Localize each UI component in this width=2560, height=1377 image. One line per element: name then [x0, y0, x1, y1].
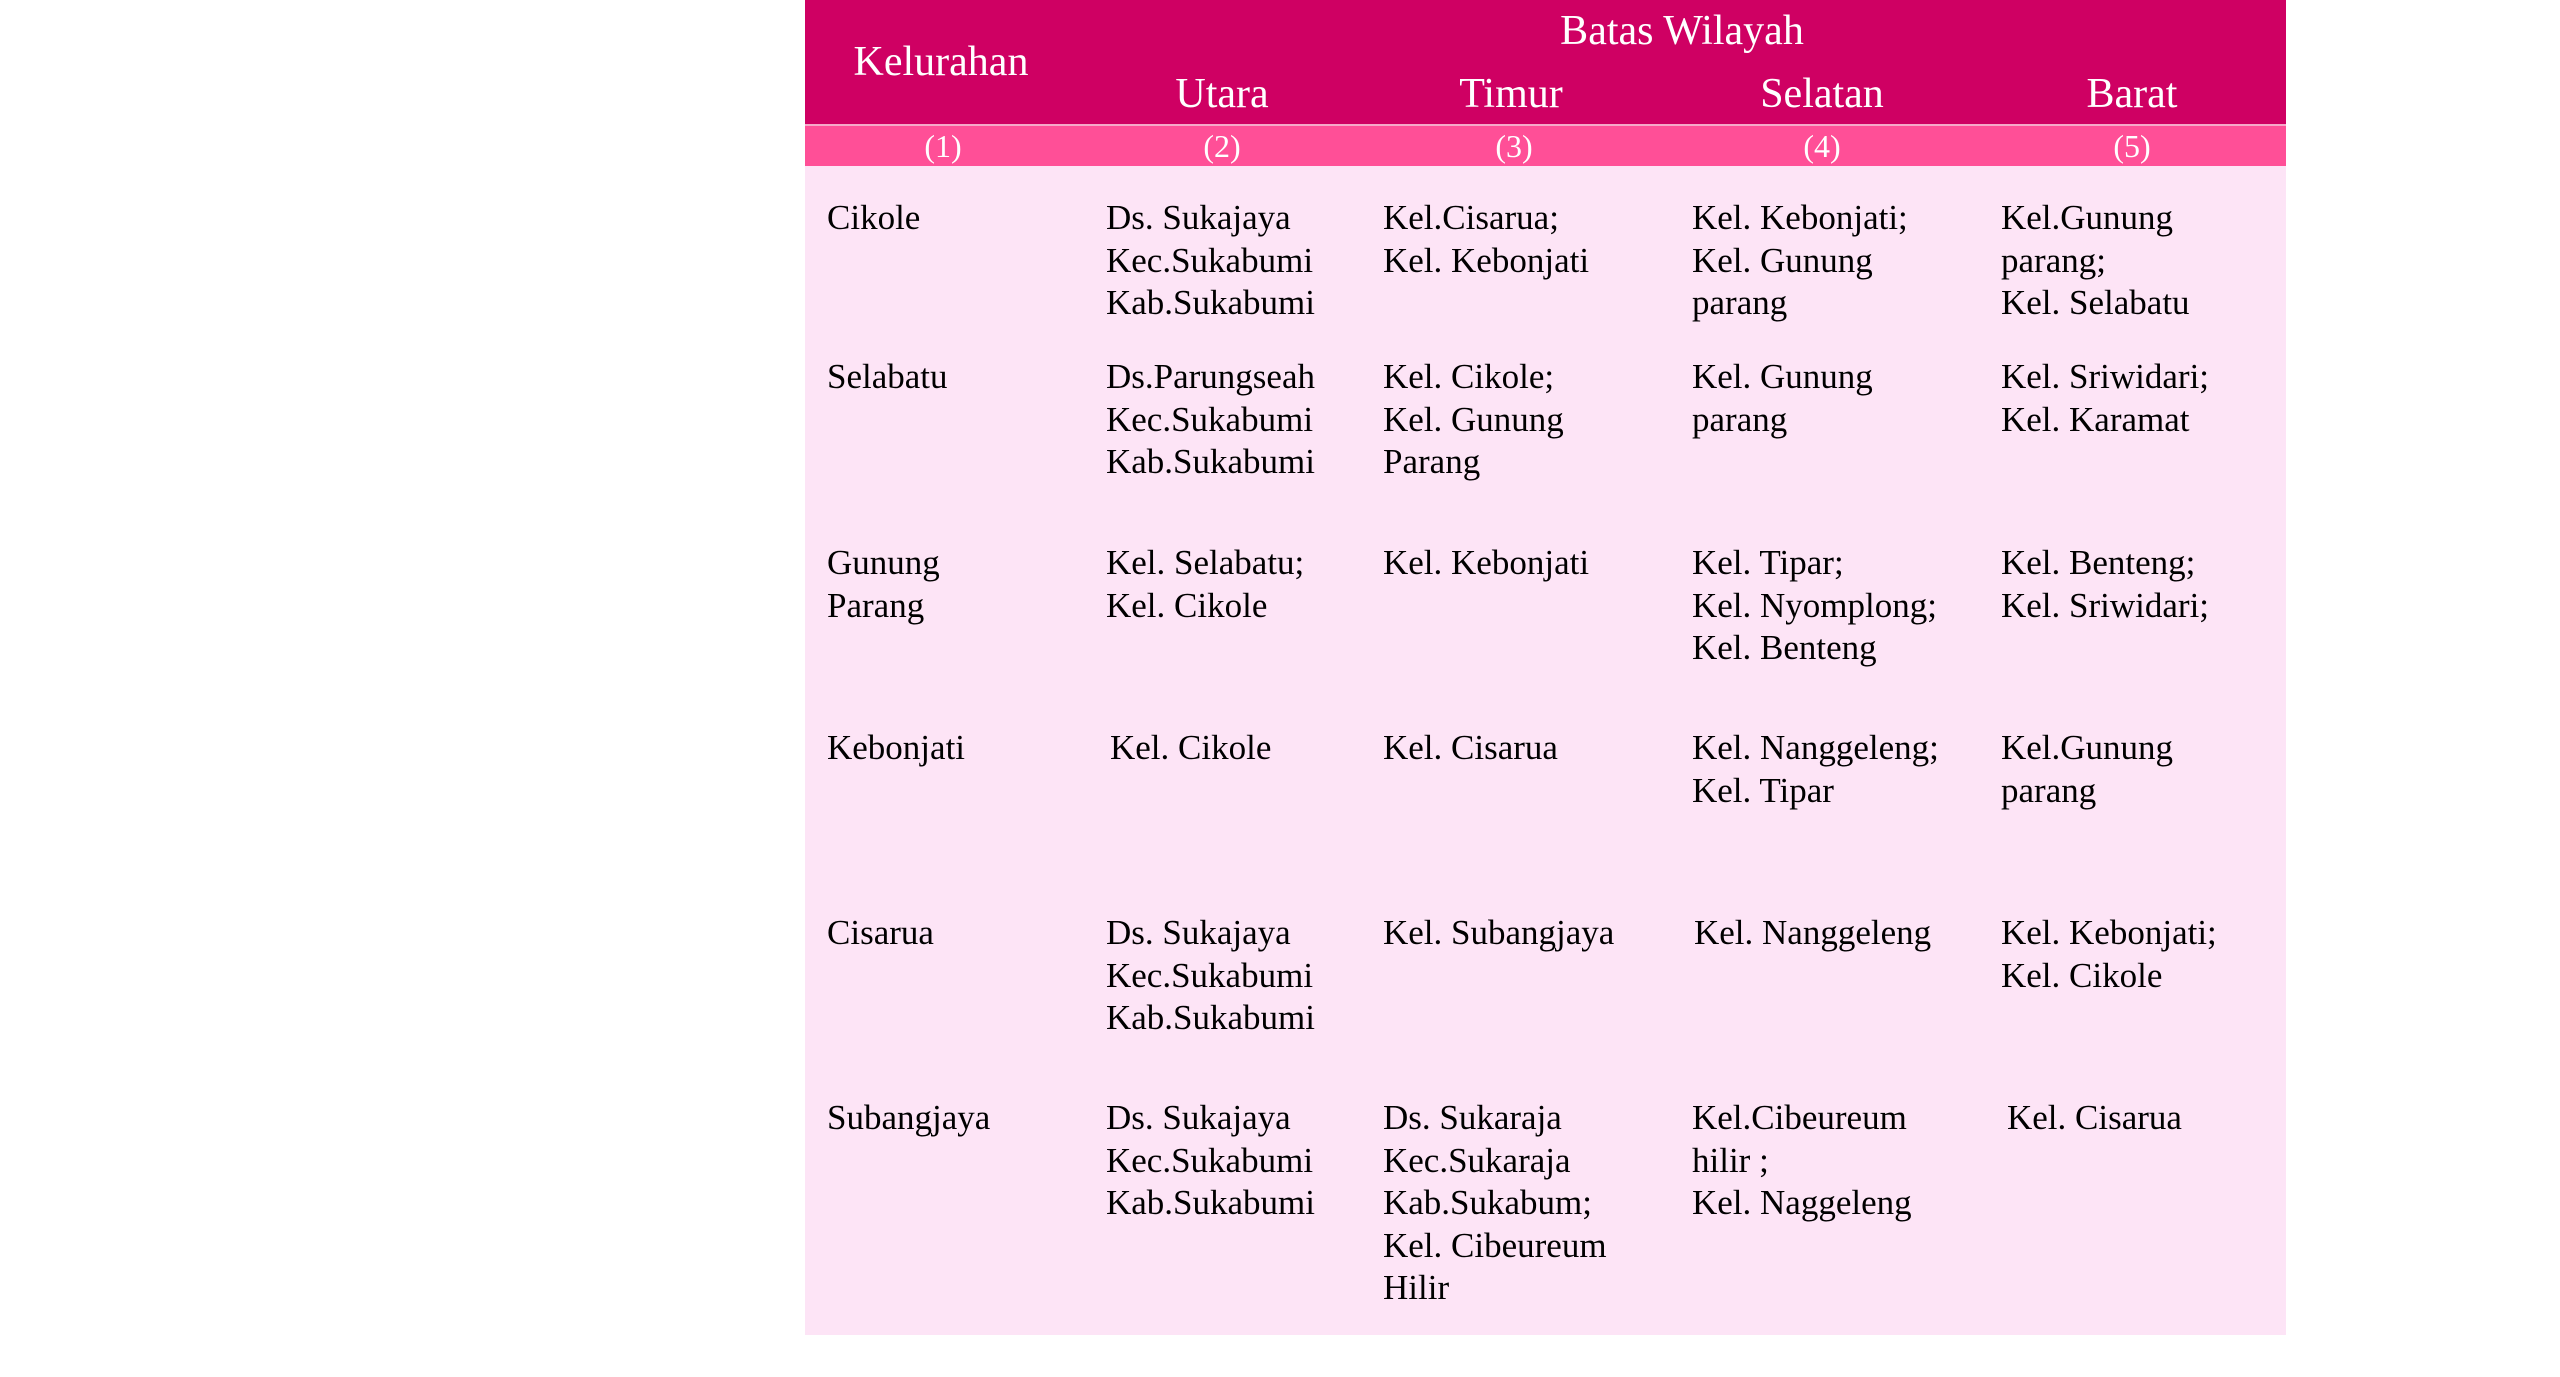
cell-line: Kel. Nanggeleng;	[1692, 728, 1939, 767]
cell-line: Kab.Sukabum;	[1383, 1183, 1593, 1222]
cell-line: Kel. Sriwidari;	[2001, 357, 2210, 396]
cell-line: Cikole	[827, 198, 921, 237]
cell-timur	[1383, 1097, 1607, 1310]
cell-line: parang	[2001, 770, 2097, 810]
cell-utara	[1110, 727, 1271, 770]
cell-line: Kel. Tipar;	[1692, 543, 1844, 582]
cell-line: Kec.Sukaraja	[1383, 1140, 1571, 1180]
cell-line: Kel. Cikole	[1106, 585, 1268, 625]
column-number: (3)	[1495, 128, 1533, 164]
cell-selatan	[1694, 912, 1931, 955]
cell-line: Kel. Cibeureum	[1383, 1225, 1607, 1265]
column-number: (5)	[2113, 128, 2151, 164]
cell-line: Kel. Cikole;	[1383, 357, 1555, 396]
cell-line: Kebonjati	[827, 728, 966, 767]
cell-barat	[2001, 356, 2209, 441]
cell-line: Kab.Sukabumi	[1106, 998, 1316, 1037]
cell-kelurahan	[827, 197, 920, 240]
cell-line: Kel. Sriwidari;	[2001, 585, 2210, 625]
cell-line: Kel. Benteng	[1692, 628, 1877, 667]
cell-line: Kel.Gunung	[2001, 198, 2174, 237]
cell-line: Kel. Gunung	[1692, 357, 1873, 396]
cell-line: Kel. Kebonjati	[1383, 240, 1590, 280]
cell-line: parang;	[2001, 240, 2106, 280]
cell-line: Kel.Cibeureum	[1692, 1098, 1907, 1137]
cell-line: Ds. Sukajaya	[1106, 198, 1291, 237]
cell-selatan	[1692, 356, 1873, 441]
cell-line: Kel. Selabatu;	[1106, 543, 1305, 582]
header-timur: Timur	[1459, 71, 1563, 117]
cell-barat	[2001, 727, 2173, 812]
cell-utara	[1106, 197, 1315, 325]
cell-line: Kel.Cisarua;	[1383, 198, 1559, 237]
cell-line: Ds. Sukajaya	[1106, 1098, 1291, 1137]
cell-line: Kel. Cikole	[2001, 955, 2163, 995]
header-utara: Utara	[1175, 71, 1269, 117]
column-number-row	[805, 126, 2286, 166]
cell-line: hilir ;	[1692, 1140, 1769, 1180]
cell-kelurahan	[827, 912, 934, 955]
cell-line: Kel. Cisarua	[2007, 1098, 2182, 1137]
cell-line: Ds. Sukaraja	[1383, 1098, 1562, 1137]
cell-timur	[1383, 727, 1558, 770]
cell-timur	[1383, 542, 1589, 585]
cell-line: Kel. Subangjaya	[1383, 913, 1615, 952]
cell-line: Kel. Nanggeleng	[1694, 913, 1932, 952]
cell-barat	[2001, 912, 2217, 997]
cell-line: Kel. Nyomplong;	[1692, 585, 1937, 625]
cell-line: Ds. Sukajaya	[1106, 913, 1291, 952]
header-kelurahan: Kelurahan	[853, 39, 1029, 85]
cell-selatan	[1692, 727, 1939, 812]
cell-line: Kel. Cisarua	[1383, 728, 1558, 767]
header-batas-wilayah: Batas Wilayah	[1560, 8, 1804, 54]
cell-utara	[1106, 1097, 1315, 1225]
cell-line: Kec.Sukabumi	[1106, 399, 1314, 439]
cell-timur	[1383, 197, 1589, 282]
cell-utara	[1106, 356, 1315, 484]
cell-line: Kec.Sukabumi	[1106, 955, 1314, 995]
cell-utara	[1106, 542, 1304, 627]
cell-line: Kel. Kebonjati;	[2001, 913, 2217, 952]
cell-line: Kab.Sukabumi	[1106, 442, 1316, 481]
cell-line: Kel. Kebonjati;	[1692, 198, 1908, 237]
cell-barat	[2007, 1097, 2182, 1140]
cell-line: Gunung	[827, 543, 940, 582]
cell-line: Kab.Sukabumi	[1106, 283, 1316, 322]
cell-utara	[1106, 912, 1315, 1040]
cell-line: Kel. Tipar	[1692, 770, 1834, 810]
cell-line: Kec.Sukabumi	[1106, 240, 1314, 280]
cell-kelurahan	[827, 1097, 990, 1140]
cell-line: Subangjaya	[827, 1098, 991, 1137]
cell-line: Kel. Naggeleng	[1692, 1183, 1912, 1222]
cell-line: Kel. Karamat	[2001, 399, 2190, 439]
cell-line: parang	[1692, 399, 1788, 439]
cell-kelurahan	[827, 727, 965, 770]
header-selatan: Selatan	[1760, 71, 1884, 117]
column-number: (4)	[1803, 128, 1841, 164]
cell-line: Kel. Cikole	[1110, 728, 1272, 767]
boundary-table	[805, 0, 2286, 1335]
cell-line: Kel. Gunung	[1383, 399, 1564, 439]
cell-selatan	[1692, 197, 1908, 325]
cell-line: Hilir	[1383, 1268, 1450, 1307]
cell-line: Kec.Sukabumi	[1106, 1140, 1314, 1180]
table-header	[805, 0, 2286, 126]
cell-line: Cisarua	[827, 913, 934, 952]
cell-selatan	[1692, 1097, 1912, 1225]
column-number: (1)	[924, 128, 962, 164]
cell-timur	[1383, 356, 1564, 484]
cell-line: Kel. Gunung	[1692, 240, 1873, 280]
cell-timur	[1383, 912, 1614, 955]
cell-barat	[2001, 542, 2209, 627]
cell-line: Parang	[827, 585, 925, 625]
column-number: (2)	[1203, 128, 1241, 164]
cell-line: Ds.Parungseah	[1106, 357, 1315, 396]
cell-line: parang	[1692, 283, 1788, 322]
cell-barat	[2001, 197, 2190, 325]
cell-line: Parang	[1383, 442, 1481, 481]
cell-kelurahan	[827, 542, 940, 627]
cell-line: Kel. Selabatu	[2001, 283, 2190, 322]
cell-selatan	[1692, 542, 1937, 670]
cell-line: Kel. Kebonjati	[1383, 543, 1590, 582]
cell-line: Selabatu	[827, 357, 948, 396]
cell-line: Kel.Gunung	[2001, 728, 2174, 767]
cell-line: Kel. Benteng;	[2001, 543, 2196, 582]
cell-kelurahan	[827, 356, 948, 399]
cell-line: Kab.Sukabumi	[1106, 1183, 1316, 1222]
header-barat: Barat	[2086, 71, 2178, 117]
